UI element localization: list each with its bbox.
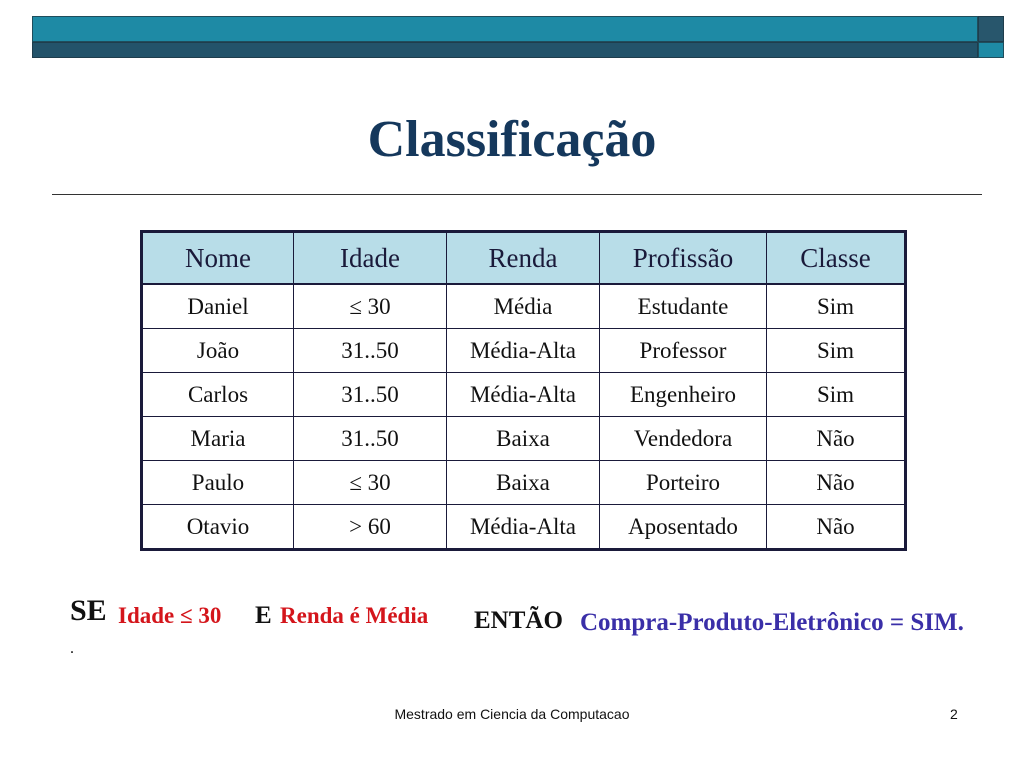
- table-cell: Aposentado: [600, 505, 767, 550]
- table-cell: Baixa: [447, 417, 600, 461]
- table-row: [142, 284, 906, 329]
- table-header-row: [142, 232, 906, 285]
- table-cell: Engenheiro: [600, 373, 767, 417]
- table-row: [142, 505, 906, 550]
- banner-square-bottom: [978, 42, 1004, 58]
- table-cell: Vendedora: [600, 417, 767, 461]
- page-number: 2: [950, 706, 958, 722]
- rule-keyword-se: SE: [70, 594, 107, 627]
- top-banner-bar: [32, 16, 978, 42]
- column-header-profissao: Profissão: [600, 232, 767, 285]
- table-cell: Média: [447, 284, 600, 329]
- table-cell: Otavio: [142, 505, 294, 550]
- table-cell: Média-Alta: [447, 505, 600, 550]
- table-cell: Não: [767, 461, 906, 505]
- table-cell: > 60: [294, 505, 447, 550]
- table-row: [142, 329, 906, 373]
- table-cell: Média-Alta: [447, 373, 600, 417]
- top-banner-bar-dark: [32, 42, 978, 58]
- table-cell: Estudante: [600, 284, 767, 329]
- column-header-nome: Nome: [142, 232, 294, 285]
- table-cell: Sim: [767, 284, 906, 329]
- table-row: [142, 417, 906, 461]
- table-cell: 31..50: [294, 329, 447, 373]
- title-divider: [52, 194, 982, 195]
- column-header-renda: Renda: [447, 232, 600, 285]
- rule-condition-idade: Idade ≤ 30: [118, 603, 222, 628]
- table-cell: João: [142, 329, 294, 373]
- table-cell: 31..50: [294, 373, 447, 417]
- slide-title: Classificação: [367, 111, 657, 168]
- table-cell: Baixa: [447, 461, 600, 505]
- rule-keyword-entao: ENTÃO: [474, 607, 563, 634]
- rule-dot: .: [70, 640, 74, 657]
- table-cell: Porteiro: [600, 461, 767, 505]
- table-row: [142, 461, 906, 505]
- footer-text: Mestrado em Ciencia da Computacao: [394, 706, 630, 722]
- column-header-classe: Classe: [767, 232, 906, 285]
- column-header-idade: Idade: [294, 232, 447, 285]
- classification-table: [140, 230, 907, 551]
- banner-square-top: [978, 16, 1004, 42]
- table-row: [142, 373, 906, 417]
- table-cell: Não: [767, 417, 906, 461]
- table-cell: Média-Alta: [447, 329, 600, 373]
- rule-condition-renda: Renda é Média: [280, 603, 429, 628]
- table-cell: ≤ 30: [294, 461, 447, 505]
- table-cell: Maria: [142, 417, 294, 461]
- table-cell: ≤ 30: [294, 284, 447, 329]
- table-cell: Professor: [600, 329, 767, 373]
- table-cell: 31..50: [294, 417, 447, 461]
- table-cell: Não: [767, 505, 906, 550]
- rule-result: Compra-Produto-Eletrônico = SIM.: [580, 609, 964, 636]
- table-cell: Paulo: [142, 461, 294, 505]
- table-cell: Carlos: [142, 373, 294, 417]
- table-cell: Sim: [767, 329, 906, 373]
- table-cell: Sim: [767, 373, 906, 417]
- table-cell: Daniel: [142, 284, 294, 329]
- rule-keyword-e: E: [255, 602, 272, 629]
